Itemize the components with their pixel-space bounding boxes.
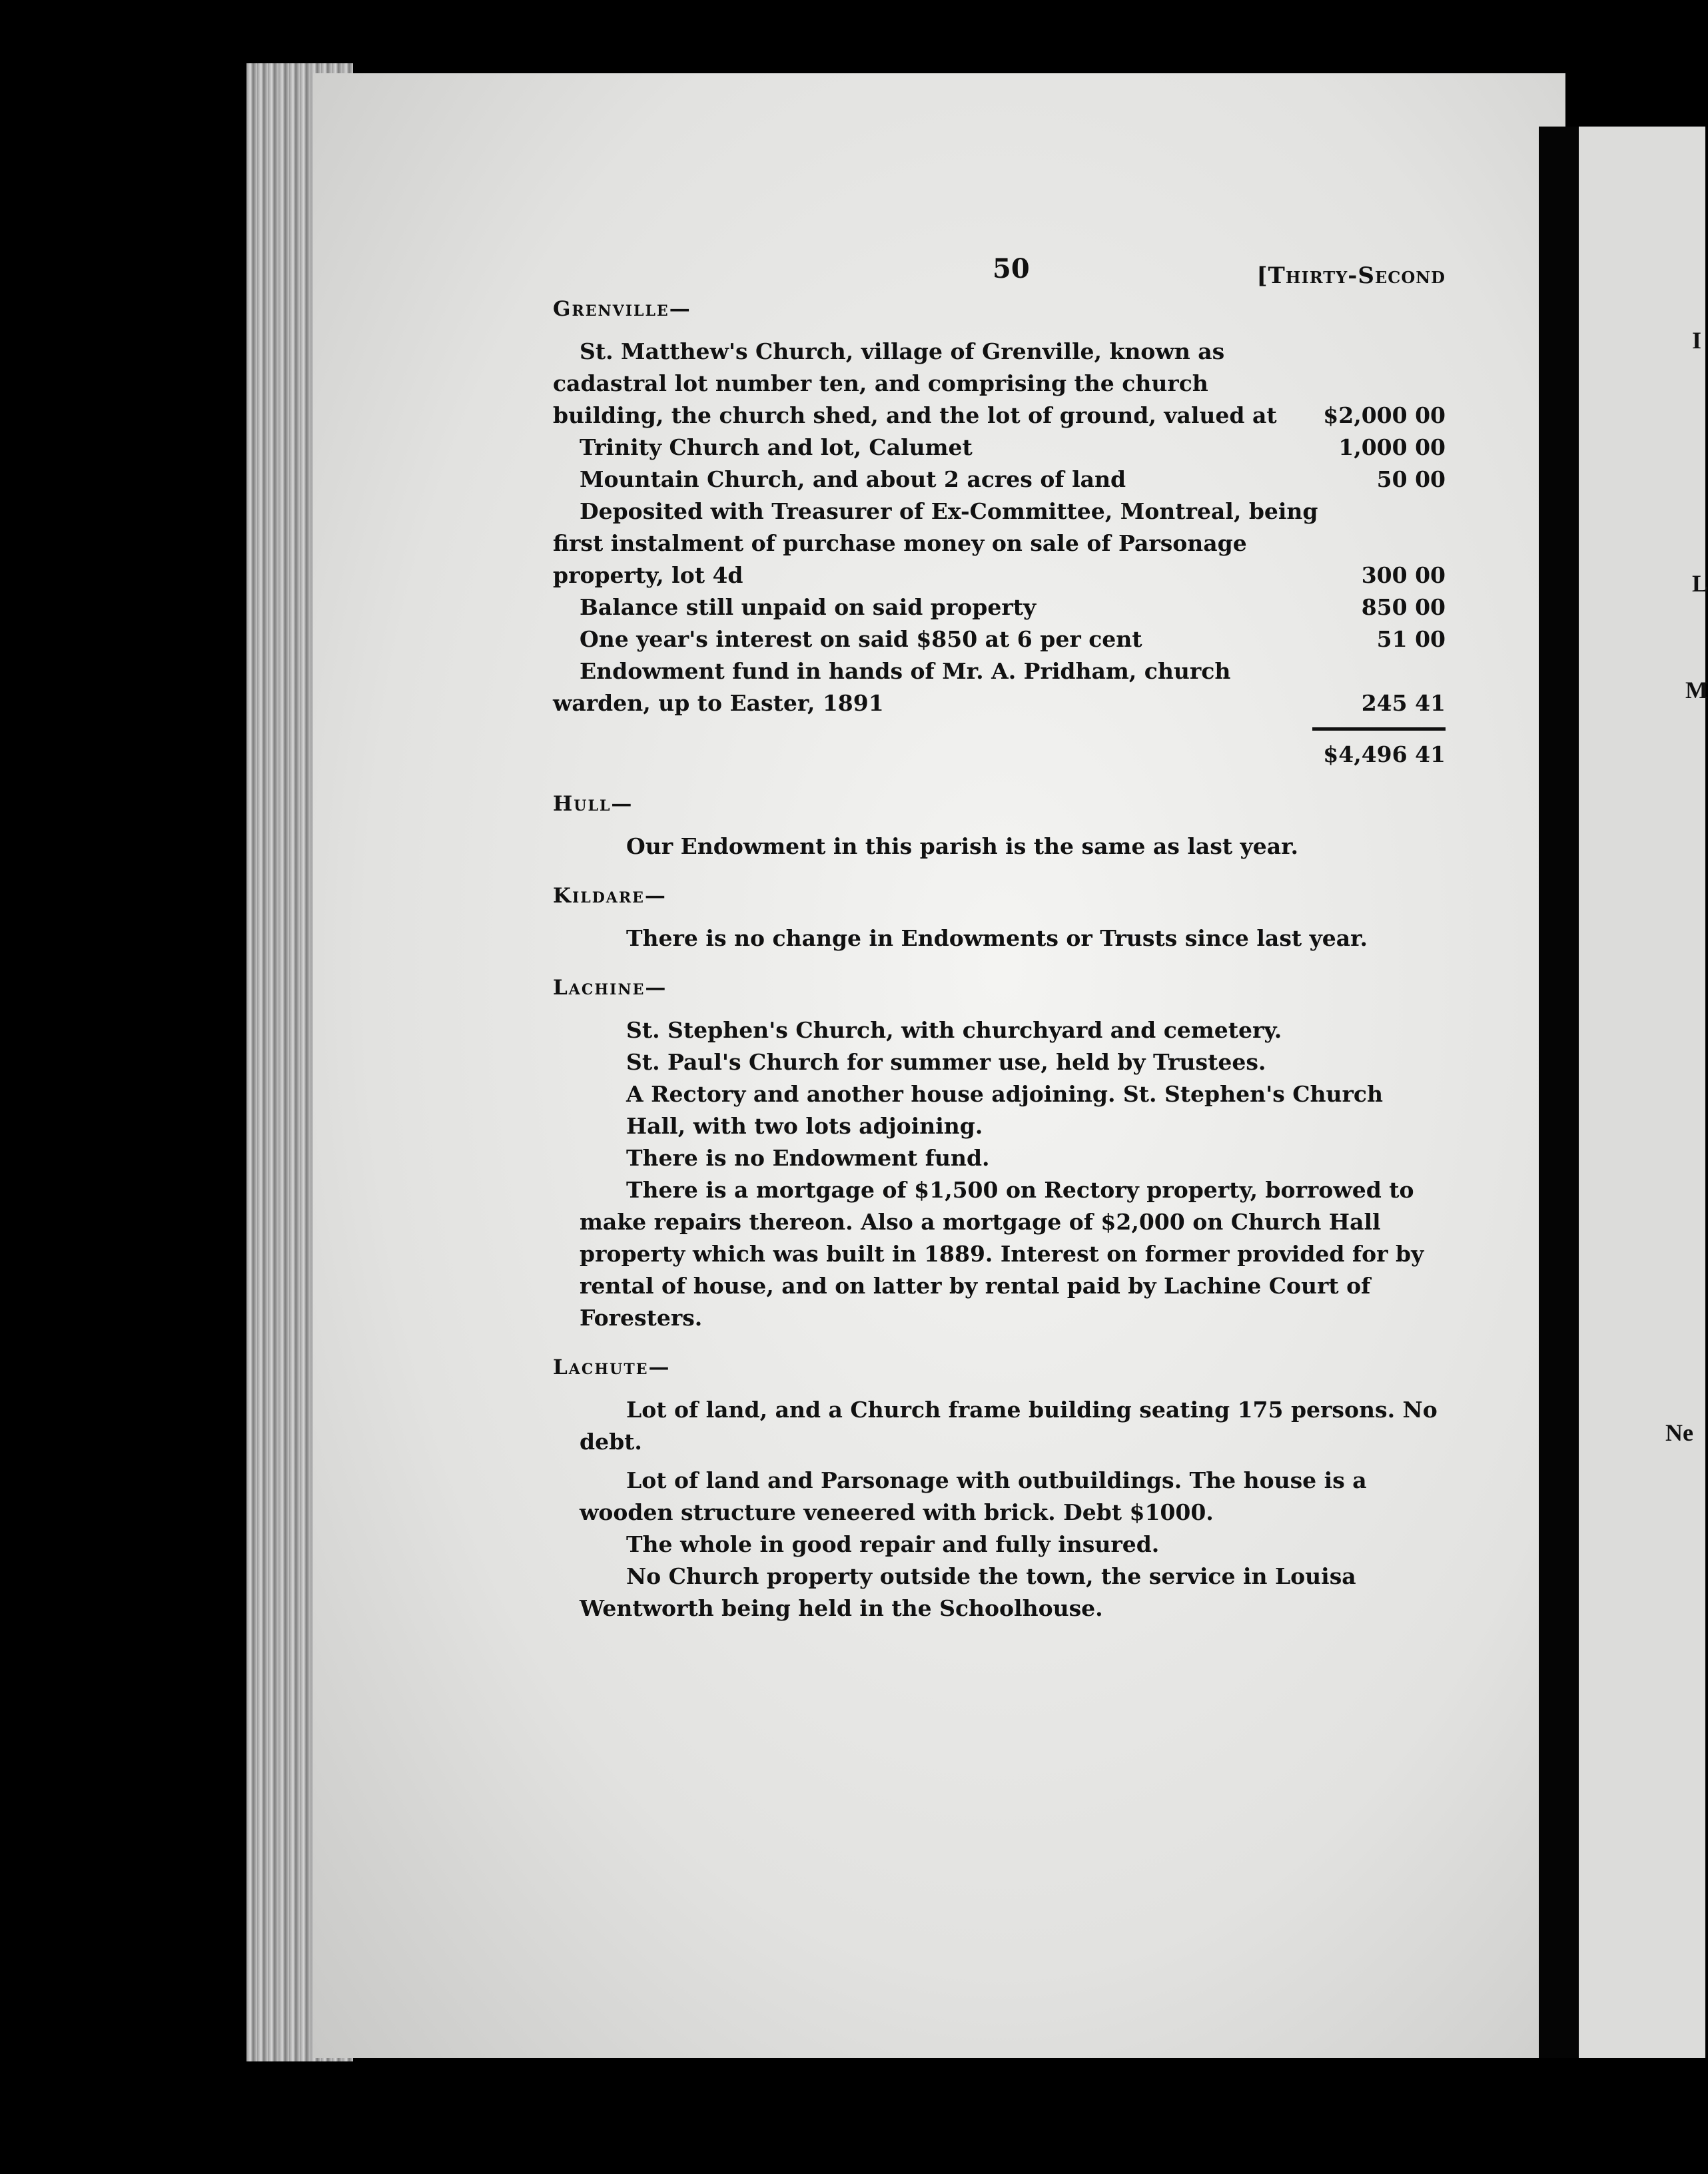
lachute-paragraph: The whole in good repair and fully insured. xyxy=(626,1531,1160,1557)
section-title-kildare: Kildare— xyxy=(553,884,667,908)
lachine-paragraph: St. Stephen's Church, with churchyard and cemetery. xyxy=(626,1017,1282,1043)
lachine-paragraph: St. Paul's Church for summer use, held by Trustees. xyxy=(626,1049,1266,1075)
ledger-row xyxy=(553,623,1446,655)
ledger-item-text: Deposited with Treasurer of Ex-Committee, Montreal, being first instalment of purchase money on sale of Parsonage property, lot 4d xyxy=(553,498,1318,588)
ledger-row xyxy=(553,496,1446,591)
lachute-body xyxy=(553,1394,1446,1625)
hull-text: Our Endowment in this parish is the same as last year. xyxy=(626,833,1298,859)
running-head: [Thirty-Second xyxy=(1256,262,1446,289)
facing-page-fragment xyxy=(1579,127,1705,2058)
ledger-intro-text: St. Matthew's Church, village of Grenville, known as cadastral lot number ten, and comprising the church building, the church shed, and the lot of ground, valued at xyxy=(553,338,1277,428)
ledger-item-text: Trinity Church and lot, Calumet xyxy=(580,434,973,460)
ledger-row xyxy=(553,655,1446,719)
ledger-amount: 850 00 xyxy=(1361,594,1446,620)
ledger-total-row xyxy=(553,739,1446,771)
lachute-paragraph: Lot of land, and a Church frame building seating 175 persons. No debt. xyxy=(580,1397,1438,1455)
grenville-ledger xyxy=(553,336,1446,771)
page-content xyxy=(553,253,1446,1625)
ledger-row xyxy=(553,432,1446,464)
page-number: 50 xyxy=(993,253,1030,284)
total-rule xyxy=(1312,727,1446,731)
facing-page-letter: M xyxy=(1685,677,1708,703)
kildare-text: There is no change in Endowments or Trusts since last year. xyxy=(626,925,1368,951)
ledger-amount: 1,000 00 xyxy=(1338,434,1446,460)
lachute-paragraph: No Church property outside the town, the service in Louisa Wentworth being held in the Schoolhouse. xyxy=(580,1563,1356,1621)
ledger-item-text: One year's interest on said $850 at 6 per cent xyxy=(580,626,1142,652)
ledger-amount: 300 00 xyxy=(1361,562,1446,588)
section-title-hull: Hull— xyxy=(553,792,634,816)
ledger-item-text: Balance still unpaid on said property xyxy=(580,594,1037,620)
ledger-item-text: Mountain Church, and about 2 acres of land xyxy=(580,466,1126,492)
ledger-row xyxy=(553,464,1446,496)
section-title-lachute: Lachute— xyxy=(553,1355,671,1379)
facing-page-letter: I xyxy=(1692,327,1702,354)
ledger-amount: 245 41 xyxy=(1361,690,1446,716)
page-header xyxy=(553,253,1446,293)
ledger-amount: 51 00 xyxy=(1376,626,1446,652)
section-title-grenville: Grenville— xyxy=(553,297,691,321)
section-title-lachine: Lachine— xyxy=(553,976,667,1000)
facing-page-letter: Ne xyxy=(1665,1419,1693,1446)
ledger-amount: $2,000 00 xyxy=(1323,402,1446,428)
ledger-amount: 50 00 xyxy=(1376,466,1446,492)
lachute-paragraph: Lot of land and Parsonage with outbuildings. The house is a wooden structure veneered with brick. Debt $1000. xyxy=(580,1467,1367,1525)
facing-page-letter: L xyxy=(1692,570,1708,597)
lachine-paragraph: There is no Endowment fund. xyxy=(626,1145,990,1171)
lachine-body xyxy=(553,1014,1446,1334)
ledger-total: $4,496 41 xyxy=(1323,741,1446,767)
ledger-row xyxy=(553,591,1446,623)
lachine-paragraph: There is a mortgage of $1,500 on Rectory property, borrowed to make repairs thereon. Also a mortgage of $2,000 on Church Hall property which was built in 1889. Interest on former provided for by rental of house, and on latter by rental paid by Lachine Court of Foresters. xyxy=(580,1177,1424,1331)
lachine-paragraph: A Rectory and another house adjoining. St. Stephen's Church Hall, with two lots adjoining. xyxy=(626,1081,1383,1139)
ledger-row xyxy=(553,336,1446,432)
book-gutter xyxy=(1539,127,1579,2058)
ledger-item-text: Endowment fund in hands of Mr. A. Pridham, church warden, up to Easter, 1891 xyxy=(553,658,1231,716)
